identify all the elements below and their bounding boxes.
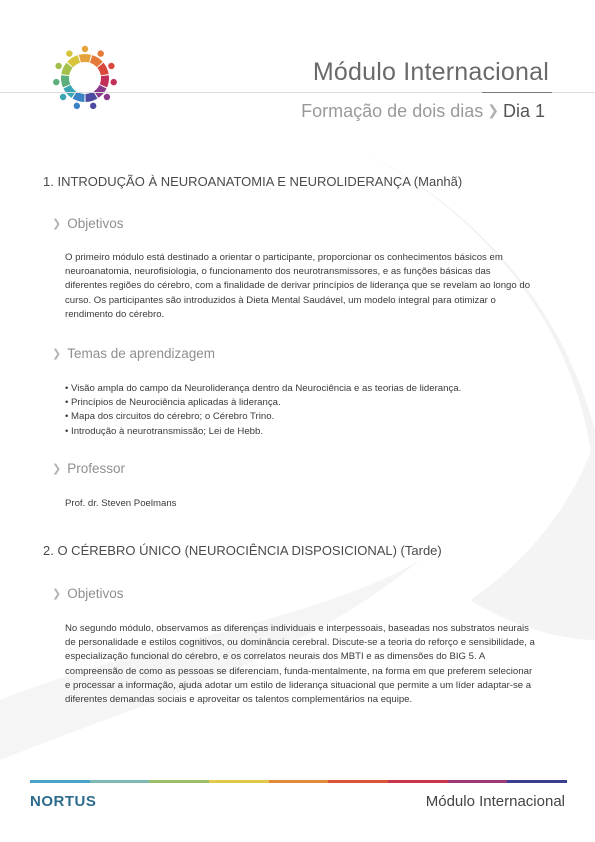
header-rule-accent bbox=[482, 92, 552, 93]
list-item: • Introdução à neurotransmissão; Lei de Hebb. bbox=[65, 425, 545, 439]
logo-person-head bbox=[104, 94, 110, 100]
subheading-label: Objetivos bbox=[67, 586, 124, 601]
logo-person-head bbox=[60, 94, 66, 100]
page-subtitle bbox=[301, 101, 545, 122]
section-2-objectives-heading bbox=[52, 586, 124, 601]
footer-bar-segment bbox=[448, 780, 508, 783]
logo-person-body bbox=[61, 75, 70, 87]
section-1-objectives-text: O primeiro módulo está destinado a orientar o participante, proporcionar os conhecimentos básicos em neuroanatomia, neurofisiologia, o funcionamento dos neurotransmissores, e as funções básicas das diferentes regiões do cérebro, com a finalidade de derivar princípios de liderança que se revelam ao longo do curso. Os participantes são introduzidos à Dieta Mental Saudável, um modelo integral para otimizar o rendimento do cérebro. bbox=[65, 252, 531, 320]
logo-person-head bbox=[90, 103, 96, 109]
list-item: • Princípios de Neurociência aplicadas à liderança. bbox=[65, 396, 545, 410]
chevron-right-icon: ❯ bbox=[52, 218, 62, 230]
topics-list bbox=[65, 382, 545, 439]
professor-name: Prof. dr. Steven Poelmans bbox=[65, 498, 177, 509]
list-item: • Visão ampla do campo da Neuroliderança dentro da Neurociência e as teorias de liderança. bbox=[65, 382, 545, 396]
nortus-logo-icon bbox=[40, 42, 130, 114]
chevron-right-icon: ❯ bbox=[52, 463, 62, 475]
footer-bar-segment bbox=[209, 780, 269, 783]
list-item: • Mapa dos circuitos do cérebro; o Cérebro Trino. bbox=[65, 410, 545, 424]
footer-bar-segment bbox=[507, 780, 567, 783]
day-label: Dia 1 bbox=[502, 101, 545, 121]
logo-person-head bbox=[74, 103, 80, 109]
footer-bar-segment bbox=[328, 780, 388, 783]
subheading-label: Professor bbox=[67, 461, 125, 476]
logo-person-body bbox=[100, 75, 109, 87]
logo-person-head bbox=[53, 79, 59, 85]
chevron-right-icon: ❯ bbox=[52, 588, 62, 600]
logo-person-head bbox=[55, 63, 61, 69]
footer-bar-segment bbox=[30, 780, 90, 783]
footer-bar-segment bbox=[269, 780, 329, 783]
logo-person-head bbox=[111, 79, 117, 85]
section-2-heading: 2. O CÉREBRO ÚNICO (NEUROCIÊNCIA DISPOSICIONAL) (Tarde) bbox=[43, 543, 442, 558]
subheading-label: Objetivos bbox=[67, 216, 124, 231]
section-1-topics-heading bbox=[52, 346, 215, 361]
logo-person-head bbox=[108, 63, 114, 69]
subtitle-text: Formação de dois dias bbox=[301, 101, 484, 121]
chevron-right-icon: ❯ bbox=[487, 102, 499, 118]
logo-person-head bbox=[66, 50, 72, 56]
subheading-label: Temas de aprendizagem bbox=[67, 346, 216, 361]
footer-bar-segment bbox=[388, 780, 448, 783]
section-2-objectives-text: No segundo módulo, observamos as diferenças individuais e interpessoais, baseadas nos substratos neurais de personalidade e estilos cognitivos, ou dominância cerebral. Discute-se a teoria do reforço e sensibilidade, a especialização funcional do cérebro, e os correlatos neurais dos MBTI e as dimensões do BIG 5. A compreensão de como as pessoas se diferenciam, funda-mentalmente, na forma em que preferem selecionar e processar a informação, ajuda adotar um estilo de liderança situacional que permite a um líder adaptar-se a diferentes demandas sociais e aproveitar os talentos complementários na equipe. bbox=[65, 623, 535, 706]
section-1-professor-heading bbox=[52, 461, 125, 476]
page-title: Módulo Internacional bbox=[312, 58, 549, 86]
chevron-right-icon: ❯ bbox=[52, 348, 62, 360]
logo-person-body bbox=[79, 54, 91, 63]
section-1-heading: 1. INTRODUÇÃO À NEUROANATOMIA E NEUROLIDERANÇA (Manhã) bbox=[43, 174, 463, 189]
section-1-objectives-heading bbox=[52, 216, 124, 231]
footer-bar-segment bbox=[90, 780, 150, 783]
footer-title: Módulo Internacional bbox=[425, 793, 565, 810]
footer-color-bar bbox=[30, 780, 567, 783]
logo-person-head bbox=[97, 50, 103, 56]
brand-logo: NORTUS bbox=[30, 793, 97, 810]
logo-person-head bbox=[82, 46, 88, 52]
footer-bar-segment bbox=[149, 780, 209, 783]
